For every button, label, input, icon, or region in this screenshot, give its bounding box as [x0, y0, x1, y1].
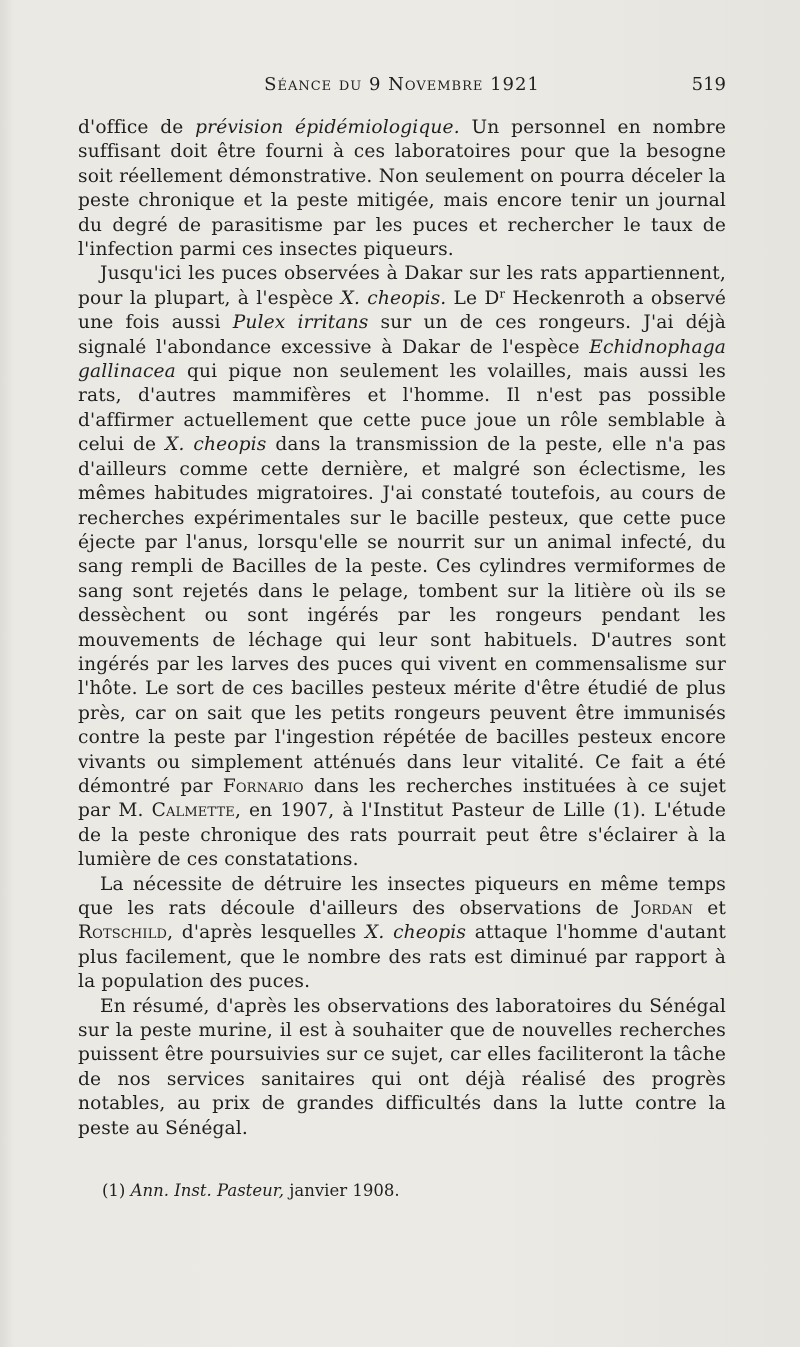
text-segment: Jusqu'ici les puces observées à Dakar sur les rats appartiennent, pour la plupart, à l'espèce — [78, 263, 726, 309]
running-head: Séance du 9 Novembre 1921 — [264, 74, 540, 95]
paragraph-2 — [78, 262, 726, 872]
text-segment: dans les recherches instituées à ce sujet par M. — [78, 775, 727, 822]
text-segment: X. cheopis — [364, 922, 467, 944]
footnote — [102, 1180, 722, 1202]
text-segment: Fornario — [222, 775, 304, 797]
paragraph-1 — [78, 116, 726, 262]
text-segment: Heckenroth a observé une fois aussi — [78, 287, 726, 334]
text-segment: En résumé, d'après les observations des laboratoires du Sénégal sur la peste murine, il est à souhaiter que de nouvelles recherches puissent être poursuivies sur ce sujet, car elles faciliteront la tâche de nos services sanitaires qui ont déjà réalisé des progrès notables, au prix de grandes difficultés dans la lutte contre la peste au Sénégal. — [78, 995, 726, 1139]
text-segment: prévision épidémiologique. — [195, 117, 460, 138]
text-segment: , en 1907, à l'Institut Pasteur de Lille (1). L'étude de la peste chronique des rats pourrait peut être s'éclairer à la lumière de ces constatations. — [78, 800, 726, 871]
footnote-source: Ann. Inst. Pasteur, — [130, 1181, 285, 1200]
page-number: 519 — [691, 74, 726, 95]
text-segment: Echidnophaga gallinacea — [78, 336, 726, 383]
text-segment: Calmette — [151, 800, 235, 822]
paragraph-3 — [78, 873, 726, 995]
footnote-marker: (1) — [102, 1181, 131, 1200]
text-segment: Jordan — [633, 898, 694, 919]
text-segment: qui pique non seulement les volailles, mais aussi les rats, d'autres mammifères et l'homme. Il n'est pas possible d'affirmer actuellement que cette puce joue un rôle semblable à celui de — [78, 361, 726, 456]
text-segment: X. cheopis. — [340, 287, 447, 309]
text-segment: et — [693, 898, 726, 919]
text-segment: X. cheopis — [165, 434, 267, 456]
text-segment: dans la transmission de la peste, elle n'a pas d'ailleurs comme cette dernière, et malgré son éclectisme, les mêmes habitudes migratoires. J'ai constaté toutefois, au cours de recherches expérimentales sur le bacille pesteux, que cette puce éjecte par l'anus, lorsqu'elle se nourrit sur un animal infecté, du sang rempli de Bacilles de la peste. Ces cylindres vermiformes de sang sont rejetés dans le pelage, tombent sur la litière où ils se dessèchent ou sont ingérés par les rongeurs pendant les mouvements de léchage qui leur sont habituels. D'autres sont ingérés par les larves des puces qui vivent en commensalisme sur l'hôte. Le sort de ces bacilles pesteux mérite d'être étudié de plus près, car on sait que les petits rongeurs peuvent être immunisés contre la peste par l'ingestion répétée de bacilles pesteux encore vivants ou simplement atténués dans leur vitalité. Ce fait a été démontré par — [78, 434, 726, 797]
text-segment: d'office de — [78, 117, 196, 138]
text-segment: sur un de ces rongeurs. J'ai déjà signalé l'abondance excessive à Dakar de l'espèce — [78, 312, 726, 358]
text-segment: Rotschild — [78, 922, 168, 944]
text-segment: , d'après lesquelles — [167, 922, 365, 944]
footnote-date: janvier 1908. — [284, 1181, 400, 1200]
paragraph-4 — [78, 995, 726, 1141]
text-segment: La nécessite de détruire les insectes piqueurs en même temps que les rats découle d'ailleurs des observations de — [78, 873, 726, 919]
body-text — [78, 116, 726, 1141]
page-header — [78, 74, 726, 104]
text-segment: Le D — [446, 287, 500, 309]
text-segment: Un personnel en nombre suffisant doit être fourni à ces laboratoires pour que la besogne soit réellement démonstrative. Non seulement on pourra déceler la peste chronique et la peste mitigée, mais encore tenir un journal du degré de parasitisme par les puces et rechercher le taux de l'infection parmi ces insectes piqueurs. — [78, 117, 726, 261]
text-segment: attaque l'homme d'autant plus facilement, que le nombre des rats est diminué par rapport à la population des puces. — [78, 922, 726, 993]
text-segment: r — [499, 286, 506, 301]
text-segment: Pulex irritans — [232, 312, 369, 334]
